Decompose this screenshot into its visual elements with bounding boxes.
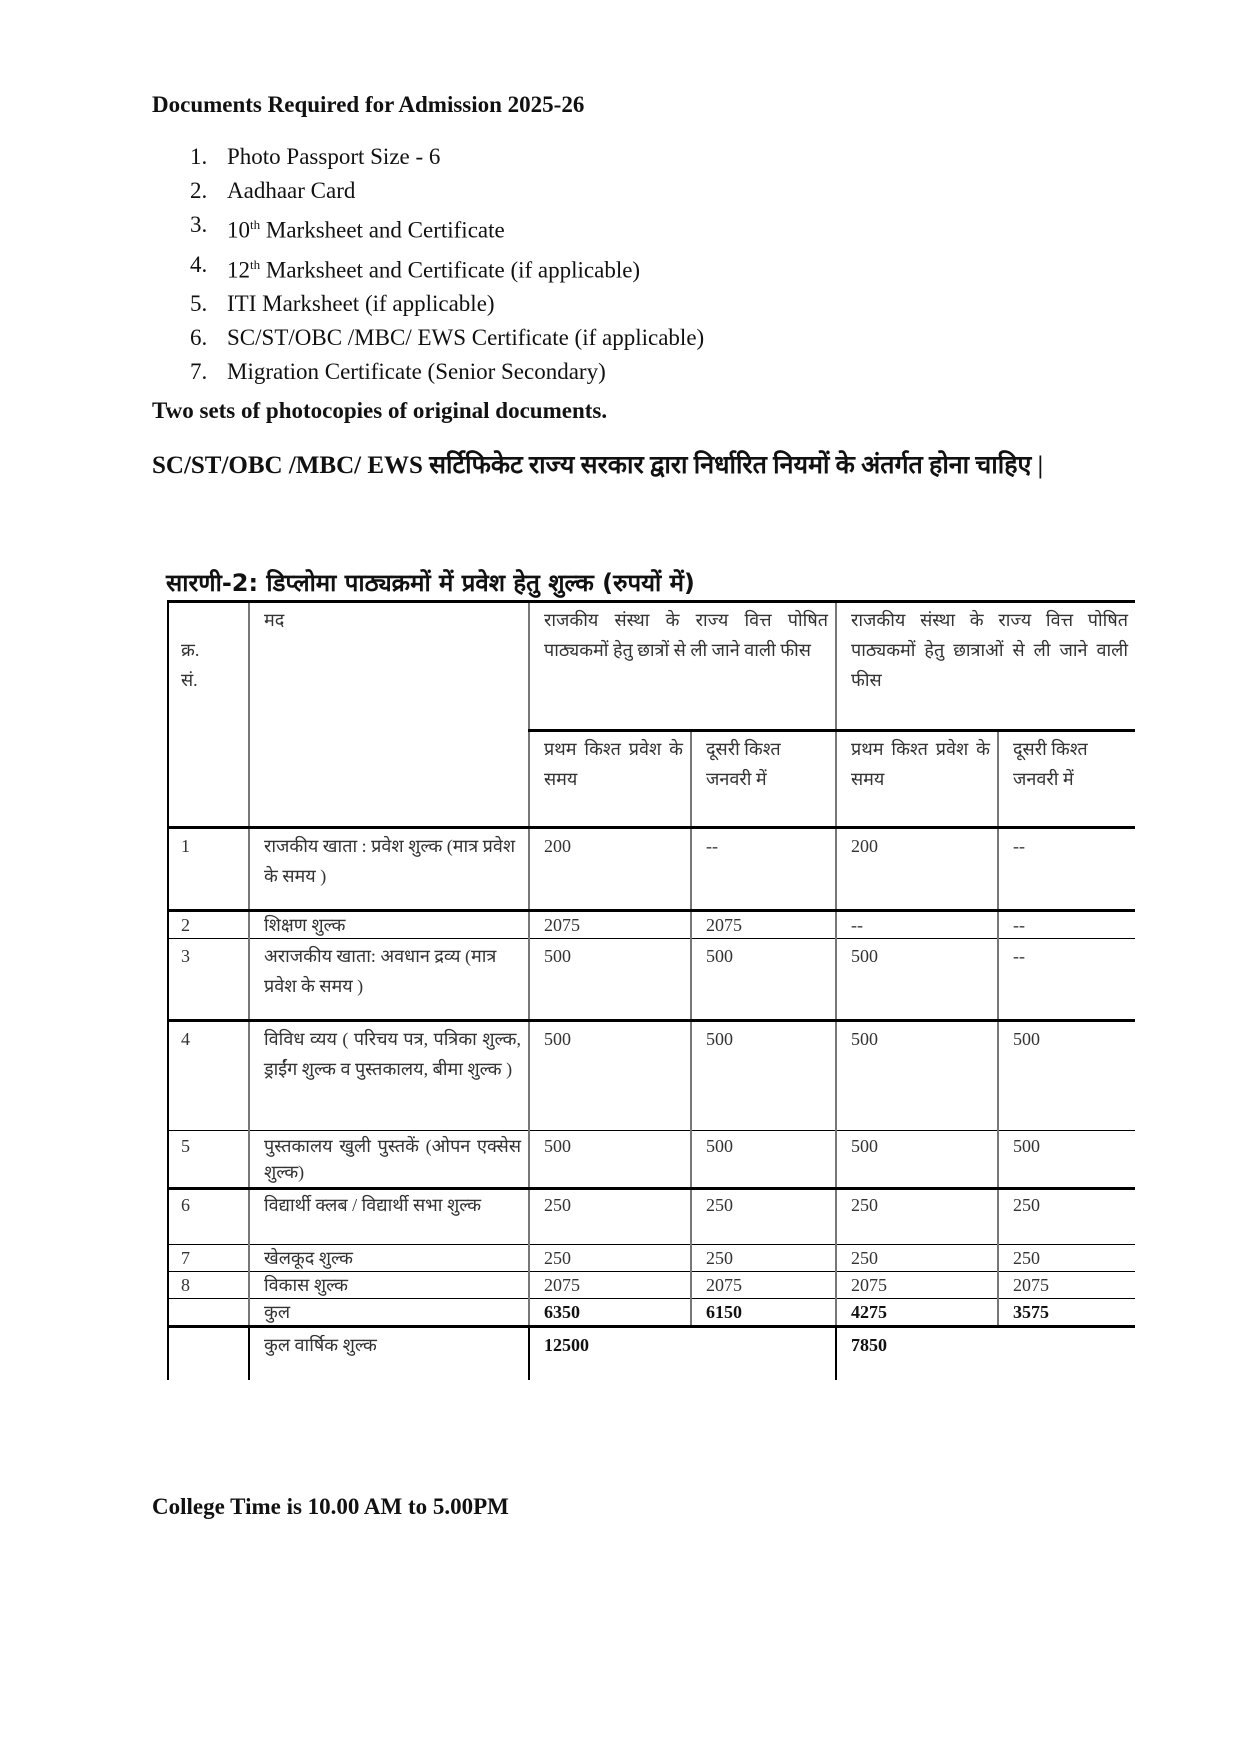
annual-girls: 7850 (836, 1327, 1135, 1381)
item-text-rest: Marksheet and Certificate (260, 217, 505, 243)
list-item (152, 355, 704, 389)
cell-item: राजकीय खाता : प्रवेश शुल्क (मात्र प्रवेश के समय ) (249, 828, 529, 911)
fee-table (167, 600, 1135, 1380)
annual-total-row (168, 1327, 1135, 1381)
cell-girls-first: 250 (836, 1245, 998, 1272)
cell-boys-first: 2075 (529, 911, 691, 939)
cell-girls-first: 500 (836, 1021, 998, 1131)
cell-girls-second: -- (998, 939, 1135, 1021)
cell-boys-first: 250 (529, 1245, 691, 1272)
cell-girls-first: 250 (836, 1189, 998, 1245)
cell-boys-second: 250 (691, 1245, 836, 1272)
cell-girls-second: 500 (998, 1131, 1135, 1189)
cell-girls-second: 500 (998, 1021, 1135, 1131)
cell-girls-second: 250 (998, 1245, 1135, 1272)
cell-girls-second: 2075 (998, 1272, 1135, 1299)
cell-boys-first: 500 (529, 1131, 691, 1189)
cell-girls-second: -- (998, 911, 1135, 939)
item-number: 3. (190, 212, 208, 237)
list-item (152, 174, 704, 208)
superscript: th (250, 217, 261, 232)
superscript: th (250, 256, 261, 272)
cell-boys-first: 200 (529, 828, 691, 911)
total-row (168, 1299, 1135, 1327)
list-item (152, 248, 704, 288)
item-text: SC/ST/OBC /MBC/ EWS Certificate (if applicable) (227, 325, 705, 351)
cell-item: खेलकूद शुल्क (249, 1245, 529, 1272)
cell-sno: 5 (168, 1131, 249, 1189)
cell-item: विद्यार्थी क्लब / विद्यार्थी सभा शुल्क (249, 1189, 529, 1245)
table-row (168, 911, 1135, 939)
cell-sno-empty (168, 1327, 249, 1381)
item-number: 6. (190, 325, 208, 351)
table-row (168, 1189, 1135, 1245)
table-row (168, 828, 1135, 911)
cell-girls-first: 200 (836, 828, 998, 911)
item-text: 12 (227, 257, 250, 283)
annual-boys: 12500 (529, 1327, 836, 1381)
certificate-note: SC/ST/OBC /MBC/ EWS सर्टिफिकेट राज्य सरकार द्वारा निर्धारित नियमों के अंतर्गत होना चाहिए | (152, 452, 1044, 479)
total-girls-first: 4275 (836, 1299, 998, 1327)
cell-boys-second: 500 (691, 1131, 836, 1189)
item-text-rest: Marksheet and Certificate (if applicable) (260, 257, 641, 283)
cell-item: पुस्तकालय खुली पुस्तकें (ओपन एक्सेस शुल्क) (249, 1131, 529, 1189)
item-text: Photo Passport Size - 6 (227, 144, 441, 169)
cell-item: विविध व्यय ( परिचय पत्र, पत्रिका शुल्क, ड्राईंग शुल्क व पुस्तकालय, बीमा शुल्क ) (249, 1021, 529, 1131)
annual-label: कुल वार्षिक शुल्क (249, 1327, 529, 1381)
total-label: कुल (249, 1299, 529, 1327)
list-item (152, 321, 704, 355)
item-text: Migration Certificate (Senior Secondary) (227, 359, 606, 385)
header-group-girls: राजकीय संस्था के राज्य वित्त पोषित पाठ्यकमों हेतु छात्राओं से ली जाने वाली फीस (836, 602, 1135, 731)
cell-boys-second: -- (691, 828, 836, 911)
header-girls-second: दूसरी किश्त जनवरी में (998, 731, 1135, 828)
total-boys-first: 6350 (529, 1299, 691, 1327)
cell-boys-first: 250 (529, 1189, 691, 1245)
list-item (152, 287, 704, 321)
cell-girls-second: 250 (998, 1189, 1135, 1245)
cell-sno: 4 (168, 1021, 249, 1131)
header-girls-first: प्रथम किश्त प्रवेश के समय (836, 731, 998, 828)
table-row (168, 939, 1135, 1021)
total-girls-second: 3575 (998, 1299, 1135, 1327)
total-boys-second: 6150 (691, 1299, 836, 1327)
photocopies-note: Two sets of photocopies of original documents. (152, 398, 608, 423)
cell-boys-second: 500 (691, 1021, 836, 1131)
cell-girls-first: 2075 (836, 1272, 998, 1299)
cell-sno: 8 (168, 1272, 249, 1299)
header-boys-second: दूसरी किश्त जनवरी में (691, 731, 836, 828)
cell-sno: 1 (168, 828, 249, 911)
cell-girls-first: 500 (836, 939, 998, 1021)
item-number: 4. (190, 251, 208, 277)
table-row (168, 1021, 1135, 1131)
cell-girls-second: -- (998, 828, 1135, 911)
cell-boys-second: 2075 (691, 1272, 836, 1299)
list-item (152, 208, 704, 248)
cell-girls-first: 500 (836, 1131, 998, 1189)
item-number: 1. (190, 144, 208, 169)
page-title: Documents Required for Admission 2025-26 (152, 92, 585, 117)
header-item: मद (249, 602, 529, 828)
header-serial: क्र. सं. (168, 602, 249, 828)
cell-boys-second: 2075 (691, 911, 836, 939)
cell-sno: 2 (168, 911, 249, 939)
header-boys-first: प्रथम किश्त प्रवेश के समय (529, 731, 691, 828)
fee-table-container (167, 600, 1135, 1380)
item-text: 10 (227, 217, 250, 243)
cell-sno: 7 (168, 1245, 249, 1272)
documents-list (152, 140, 704, 389)
cell-boys-first: 500 (529, 939, 691, 1021)
table-row (168, 1245, 1135, 1272)
cell-sno-empty (168, 1299, 249, 1327)
item-number: 2. (190, 178, 208, 203)
header-group-boys: राजकीय संस्था के राज्य वित्त पोषित पाठ्यकमों हेतु छात्रों से ली जाने वाली फीस (529, 602, 836, 731)
item-number: 5. (190, 291, 208, 317)
cell-item: शिक्षण शुल्क (249, 911, 529, 939)
cell-girls-first: -- (836, 911, 998, 939)
cell-boys-second: 500 (691, 939, 836, 1021)
cell-boys-first: 500 (529, 1021, 691, 1131)
cell-boys-first: 2075 (529, 1272, 691, 1299)
cell-sno: 6 (168, 1189, 249, 1245)
item-number: 7. (190, 359, 208, 385)
cell-boys-second: 250 (691, 1189, 836, 1245)
table-row (168, 1272, 1135, 1299)
header-row (168, 602, 1135, 731)
fee-table-title: सारणी-2: डिप्लोमा पाठ्यक्रमों में प्रवेश हेतु शुल्क (रुपयों में) (166, 569, 695, 597)
cell-sno: 3 (168, 939, 249, 1021)
item-text: Aadhaar Card (227, 178, 356, 203)
college-time-note: College Time is 10.00 AM to 5.00PM (152, 1494, 509, 1519)
list-item (152, 140, 704, 174)
cell-item: अराजकीय खाता: अवधान द्रव्य (मात्र प्रवेश के समय ) (249, 939, 529, 1021)
item-text: ITI Marksheet (if applicable) (227, 291, 495, 317)
cell-item: विकास शुल्क (249, 1272, 529, 1299)
table-row (168, 1131, 1135, 1189)
